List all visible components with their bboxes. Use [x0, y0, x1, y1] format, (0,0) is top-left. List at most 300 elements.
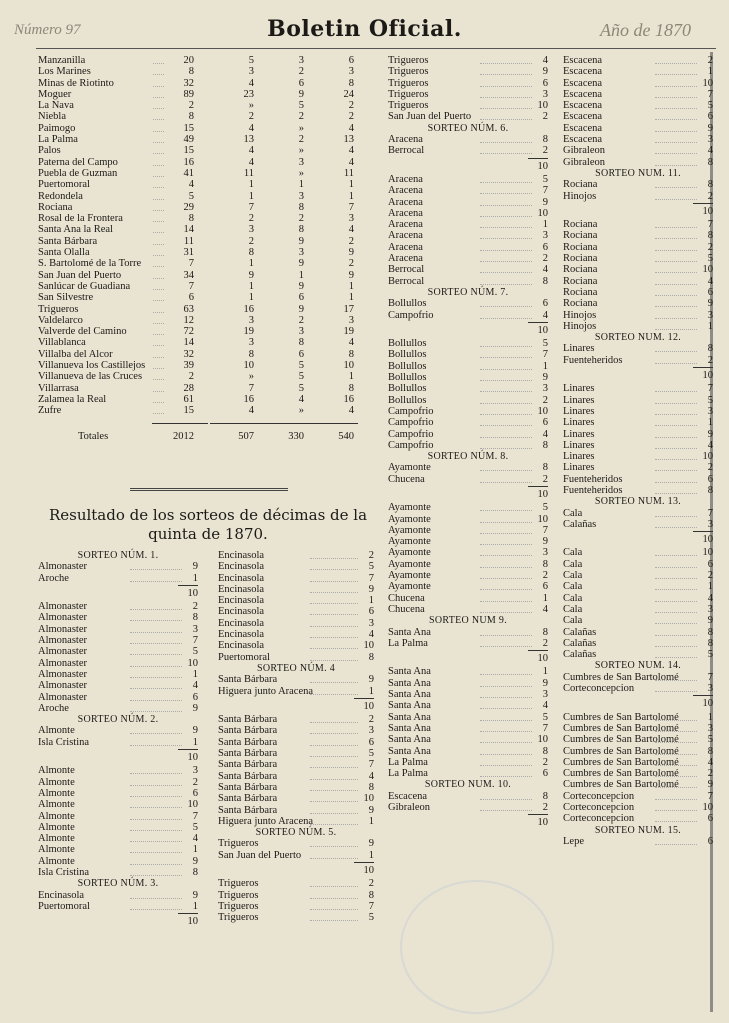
dot-leader	[310, 909, 358, 910]
draw-entry	[38, 635, 198, 646]
municipality-name: Campofrio	[388, 439, 434, 451]
municipality-name: Gibraleon	[563, 145, 605, 157]
dot-leader	[130, 654, 182, 655]
municipality-name: Minas de Riotinto	[38, 77, 114, 89]
table-cell: 4	[248, 145, 254, 157]
draw-entry	[38, 811, 198, 822]
draw-entry	[38, 765, 198, 776]
dot-leader	[655, 448, 697, 449]
dot-leader	[655, 238, 697, 239]
dot-leader	[153, 289, 164, 290]
draw-entry	[388, 230, 548, 241]
dot-leader	[153, 142, 164, 143]
table-cell: 1	[248, 190, 254, 202]
draw-entry	[563, 383, 713, 394]
decima-number: 3	[542, 547, 548, 559]
municipality-name: Rociana	[563, 241, 598, 253]
draw-entry	[388, 417, 548, 428]
decima-number: 3	[192, 623, 198, 635]
decima-number: 2	[368, 878, 374, 890]
table-cell: 2	[188, 371, 194, 383]
municipality-name: Aracena	[388, 173, 423, 185]
table-cell: 3	[298, 156, 304, 168]
draw-entry	[563, 145, 713, 156]
draw-entry	[218, 573, 374, 584]
table-cell: 2	[348, 235, 354, 247]
decima-number: 4	[542, 428, 548, 440]
draw-entry	[38, 601, 198, 612]
municipality-name: La Palma	[388, 768, 428, 780]
table-row	[38, 191, 364, 202]
decima-number: 6	[542, 581, 548, 593]
dot-leader	[153, 119, 164, 120]
municipality-name: Campofrio	[388, 417, 434, 429]
dot-leader	[480, 589, 532, 590]
draw-entry	[218, 838, 374, 849]
dot-leader	[655, 153, 697, 154]
table-cell: 19	[243, 326, 254, 338]
table-cell: 2	[248, 111, 254, 123]
draw-entry	[38, 901, 198, 912]
decima-number: 8	[707, 484, 713, 496]
dot-leader	[655, 680, 697, 681]
decima-number: 5	[707, 253, 713, 265]
municipality-name: Encinasola	[218, 572, 265, 584]
dot-leader	[655, 425, 697, 426]
table-cell: 5	[298, 360, 304, 372]
table-cell: »	[298, 167, 304, 179]
decima-number: 5	[542, 502, 548, 514]
decima-number: 1	[192, 572, 198, 584]
draw-entry	[388, 219, 548, 230]
table-cell: »	[248, 100, 254, 112]
table-cell: 9	[298, 88, 304, 100]
dot-leader	[655, 493, 697, 494]
table-cell: 16	[183, 156, 194, 168]
decima-number: 6	[192, 787, 198, 799]
draw-entry	[388, 89, 548, 100]
table-cell: 8	[348, 77, 354, 89]
dot-leader	[310, 858, 358, 859]
dot-leader	[655, 250, 697, 251]
decima-number: 9	[368, 804, 374, 816]
table-cell: 6	[298, 348, 304, 360]
municipality-name: Linares	[563, 405, 595, 417]
table-row	[38, 111, 364, 122]
dot-leader	[310, 824, 358, 825]
table-cell: 1	[348, 371, 354, 383]
municipality-name: Trigueros	[218, 900, 259, 912]
municipality-name: Linares	[563, 417, 595, 429]
table-cell: 4	[248, 77, 254, 89]
table-cell: 7	[348, 201, 354, 213]
municipality-name: Cala	[563, 581, 583, 593]
draw-entry	[388, 185, 548, 196]
draw-heading: SORTEO NÚM. 4	[256, 662, 336, 674]
dot-leader	[480, 799, 532, 800]
municipality-name: Cumbres de San Bartolomé	[563, 745, 679, 757]
municipality-name: Hinojos	[563, 320, 597, 332]
dot-leader	[153, 244, 164, 245]
decima-number: 9	[542, 196, 548, 208]
dot-leader	[655, 635, 697, 636]
table-cell: 20	[183, 55, 194, 66]
municipality-name: Escacena	[563, 66, 603, 78]
draw-heading: SORTEO NUM. 15.	[594, 824, 682, 836]
decima-number: 8	[542, 558, 548, 570]
dot-leader	[153, 300, 164, 301]
municipality-name: Cala	[563, 570, 583, 582]
table-cell: 4	[188, 179, 194, 191]
table-cell: 49	[183, 134, 194, 146]
dot-leader	[480, 635, 532, 636]
dot-leader	[130, 733, 182, 734]
municipality-name: Higuera junto Aracena	[218, 685, 314, 697]
draw-entry	[218, 901, 374, 912]
decima-number: 3	[542, 88, 548, 100]
dot-leader	[480, 205, 532, 206]
decima-number: 6	[542, 768, 548, 780]
dot-leader	[655, 414, 697, 415]
table-cell: 31	[183, 247, 194, 259]
sum-row	[563, 534, 713, 545]
dot-leader	[655, 821, 697, 822]
municipality-name: Santa Bárbara	[218, 674, 278, 686]
municipality-name: Corteconcepcion	[563, 802, 635, 813]
draw-entry	[563, 813, 713, 824]
municipality-name: Bollullos	[388, 298, 427, 310]
municipality-name: Paterna del Campo	[38, 156, 118, 168]
table-row	[38, 326, 364, 337]
decima-number: 6	[707, 473, 713, 485]
decima-number: 2	[542, 637, 548, 649]
dot-leader	[310, 592, 358, 593]
draw-entry	[218, 674, 374, 685]
dot-leader	[655, 516, 697, 517]
dot-leader	[130, 773, 182, 774]
municipality-name: Santa Ana	[388, 666, 431, 678]
dot-leader	[310, 603, 358, 604]
municipality-name: Bollullos	[388, 349, 427, 361]
decima-number: 6	[707, 558, 713, 570]
municipality-name: Rociana	[563, 219, 598, 231]
dot-leader	[310, 801, 358, 802]
municipality-name: Santa Ana la Real	[38, 224, 113, 236]
dot-leader	[153, 266, 164, 267]
table-cell: 7	[248, 382, 254, 394]
dot-leader	[480, 182, 532, 183]
dot-leader	[310, 920, 358, 921]
decima-number: 5	[542, 338, 548, 350]
draw-entry	[388, 678, 548, 689]
decima-number: 5	[542, 711, 548, 723]
decima-number: 10	[363, 793, 374, 805]
decima-number: 8	[707, 637, 713, 649]
decima-number: 8	[542, 626, 548, 638]
decima-number: 10	[187, 799, 198, 811]
decima-number: 10	[702, 77, 713, 89]
municipality-name: Trigueros	[38, 303, 79, 315]
draw-entry	[38, 646, 198, 657]
table-row	[38, 202, 364, 213]
draw-entry	[218, 878, 374, 889]
dot-leader	[480, 227, 532, 228]
draw-entry	[563, 581, 713, 592]
municipality-name: Santa Ana	[388, 711, 431, 723]
dot-leader	[310, 767, 358, 768]
draw-entry	[38, 624, 198, 635]
draw-entry	[218, 912, 374, 923]
municipality-name: Encinasola	[218, 629, 265, 641]
table-row	[38, 100, 364, 111]
municipality-name: Moguer	[38, 88, 72, 100]
decima-number: 1	[192, 844, 198, 856]
table-cell: 2	[248, 213, 254, 225]
decima-number: 7	[542, 185, 548, 197]
dot-leader	[130, 875, 182, 876]
table-cell: 3	[348, 314, 354, 326]
decima-number: 5	[542, 173, 548, 185]
decima-number: 1	[707, 66, 713, 78]
decima-number: 8	[707, 230, 713, 242]
decima-number: 10	[702, 802, 713, 813]
decima-number: 7	[707, 671, 713, 683]
table-cell: »	[298, 405, 304, 417]
municipality-name: Rociana	[563, 286, 598, 298]
municipality-name: Villarrasa	[38, 382, 79, 394]
sum-value: 10	[363, 865, 374, 877]
municipality-name: Trigueros	[388, 100, 429, 112]
dot-leader	[130, 569, 182, 570]
dot-leader	[655, 403, 697, 404]
draw-entry	[218, 618, 374, 629]
table-cell: 7	[188, 280, 194, 292]
decima-number: 3	[707, 309, 713, 321]
dot-leader	[480, 765, 532, 766]
sum-row	[218, 701, 374, 712]
draw-entry	[388, 474, 548, 485]
dot-leader	[480, 522, 532, 523]
dot-leader	[130, 700, 182, 701]
draw-entry	[218, 759, 374, 770]
draw-entry	[563, 734, 713, 745]
draw-entry	[218, 805, 374, 816]
table-cell: 10	[343, 360, 354, 372]
sum-row	[563, 370, 713, 381]
dot-leader	[655, 555, 697, 556]
dot-leader	[153, 97, 164, 98]
municipality-name: Ayamonte	[388, 502, 431, 514]
table-cell: 3	[298, 190, 304, 202]
dot-leader	[130, 796, 182, 797]
municipality-name: Santa Ana	[388, 626, 431, 638]
draw-entry	[388, 700, 548, 711]
table-cell: 41	[183, 167, 194, 179]
draw-column-3	[388, 55, 548, 831]
municipality-name: Gibraleon	[388, 802, 430, 813]
municipality-name: Almonaster	[38, 657, 87, 669]
draw-entry	[218, 725, 374, 736]
municipality-name: Aroche	[38, 572, 69, 584]
municipality-name: Aracena	[388, 196, 423, 208]
draw-entry	[563, 287, 713, 298]
municipality-name: Santa Ana	[388, 700, 431, 712]
draw-entry	[563, 253, 713, 264]
draw-entry	[388, 338, 548, 349]
table-cell: 5	[298, 100, 304, 112]
municipality-name: Isla Cristina	[38, 736, 90, 748]
sum-row	[388, 817, 548, 828]
draw-entry	[388, 791, 548, 802]
sum-value: 10	[537, 324, 548, 336]
dot-leader	[655, 74, 697, 75]
table-cell: 8	[348, 382, 354, 394]
draw-entry	[563, 485, 713, 496]
dot-leader	[480, 708, 532, 709]
dot-leader	[480, 437, 532, 438]
draw-entry	[38, 833, 198, 844]
masthead	[0, 14, 729, 48]
decima-number: 9	[707, 428, 713, 440]
dot-leader	[310, 886, 358, 887]
decima-number: 2	[542, 394, 548, 406]
municipality-name: La Palma	[38, 134, 78, 146]
municipality-name: Bollullos	[388, 372, 427, 384]
decima-number: 8	[368, 889, 374, 901]
decima-number: 2	[542, 145, 548, 157]
dot-leader	[153, 74, 164, 75]
decima-number: 1	[368, 815, 374, 827]
municipality-name: Linares	[563, 462, 595, 474]
decima-number: 9	[368, 674, 374, 686]
table-cell: 5	[188, 190, 194, 202]
dot-leader	[153, 108, 164, 109]
draw-entry	[563, 134, 713, 145]
draw-entry	[38, 703, 198, 714]
draw-entry	[388, 525, 548, 536]
municipality-name: Paimogo	[38, 122, 76, 134]
draw-entry	[38, 612, 198, 623]
table-cell: 5	[298, 382, 304, 394]
municipality-name: Almonte	[38, 776, 75, 788]
sum-row	[38, 752, 198, 763]
draw-heading: SORTEO NUM. 14.	[594, 660, 682, 672]
municipality-name: Cala	[563, 603, 583, 615]
dot-leader	[130, 581, 182, 582]
municipality-name: Ayamonte	[388, 462, 431, 474]
table-cell: »	[298, 122, 304, 134]
dot-leader	[480, 448, 532, 449]
table-cell: 12	[183, 314, 194, 326]
draw-entry	[563, 779, 713, 790]
municipality-name: Isla Cristina	[38, 867, 90, 879]
table-cell: 15	[183, 145, 194, 157]
sum-row	[388, 325, 548, 336]
table-cell: 9	[298, 258, 304, 270]
draw-entry	[563, 547, 713, 558]
dot-leader	[480, 357, 532, 358]
table-cell: 23	[243, 88, 254, 100]
municipality-name: Almonte	[38, 787, 75, 799]
table-cell: 1	[248, 179, 254, 191]
decima-number: 9	[192, 725, 198, 737]
decima-number: 4	[707, 439, 713, 451]
sum-row	[388, 161, 548, 172]
municipality-name: Linares	[563, 439, 595, 451]
dot-leader	[655, 97, 697, 98]
municipality-name: Berrocal	[388, 145, 425, 157]
dot-leader	[480, 578, 532, 579]
decima-number: 5	[707, 734, 713, 746]
dot-leader	[655, 199, 697, 200]
municipality-name: S. Bartolomé de la Torre	[38, 258, 142, 270]
dot-leader	[153, 323, 164, 324]
decima-number: 3	[707, 683, 713, 695]
draw-entry	[38, 777, 198, 788]
draw-entry	[388, 100, 548, 111]
draw-entry	[563, 768, 713, 779]
decima-number: 5	[368, 748, 374, 760]
dot-leader	[310, 558, 358, 559]
municipality-name: Hinojos	[563, 190, 597, 202]
dot-leader	[130, 643, 182, 644]
draw-entry	[38, 725, 198, 736]
draw-entry	[563, 123, 713, 134]
draw-entry	[38, 680, 198, 691]
decima-number: 9	[542, 372, 548, 384]
table-cell: 8	[248, 247, 254, 259]
draw-entry	[388, 581, 548, 592]
municipality-name: Almonte	[38, 725, 75, 737]
draw-entry	[388, 757, 548, 768]
draw-entry	[218, 584, 374, 595]
municipality-name: Manzanilla	[38, 55, 86, 66]
municipality-name: Encinasola	[218, 640, 265, 652]
decima-number: 3	[542, 689, 548, 701]
draw-entry	[388, 689, 548, 700]
draw-entry	[388, 55, 548, 66]
dot-leader	[130, 841, 182, 842]
decima-number: 1	[368, 685, 374, 697]
dot-leader	[130, 785, 182, 786]
decima-number: 2	[542, 473, 548, 485]
draw-entry	[563, 451, 713, 462]
draw-entry	[563, 604, 713, 615]
dot-leader	[655, 601, 697, 602]
draw-entry	[388, 768, 548, 779]
draw-entry	[38, 844, 198, 855]
municipality-name: Aracena	[388, 253, 423, 265]
decima-number: 9	[368, 583, 374, 595]
draw-entry	[563, 100, 713, 111]
draw-entry	[388, 723, 548, 734]
dot-leader	[655, 578, 697, 579]
sum-row	[563, 698, 713, 709]
municipality-name: Encinasola	[38, 889, 85, 901]
rule	[302, 423, 358, 424]
municipality-name: Aracena	[388, 207, 423, 219]
table-cell: 9	[348, 269, 354, 281]
dot-leader	[655, 810, 697, 811]
dot-leader	[130, 620, 182, 621]
decima-number: 10	[537, 207, 548, 219]
dot-leader	[480, 216, 532, 217]
draw-entry	[388, 502, 548, 513]
decima-number: 8	[542, 134, 548, 146]
draw-entry	[388, 310, 548, 321]
decima-number: 1	[707, 711, 713, 723]
table-row	[38, 134, 364, 145]
